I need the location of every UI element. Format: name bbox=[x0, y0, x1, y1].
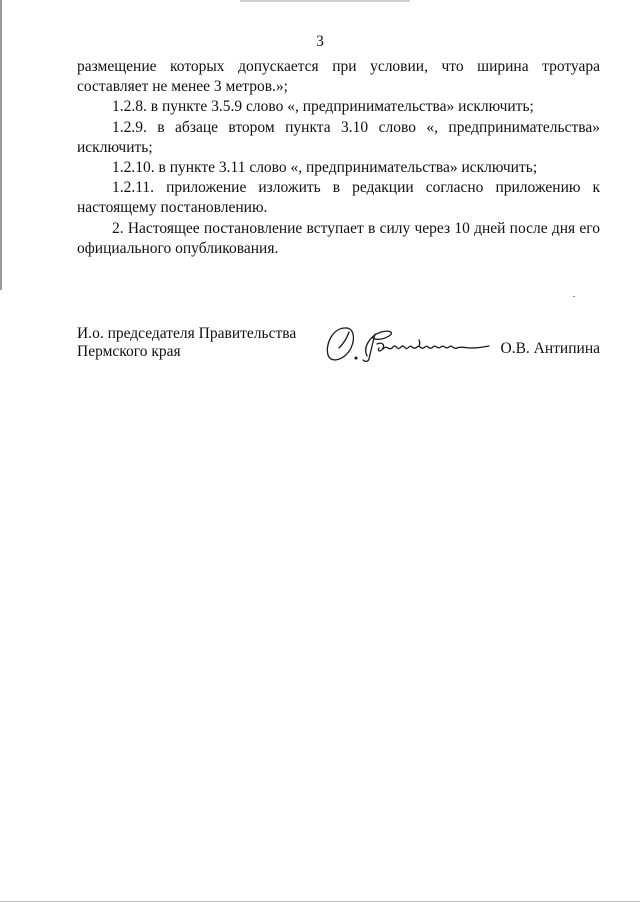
scan-speck bbox=[573, 296, 575, 297]
signatory-position bbox=[77, 325, 296, 361]
page-number: 3 bbox=[316, 33, 324, 50]
paragraph-item-1-2-8: 1.2.8. в пункте 3.5.9 слово «, предпринимательства» исключить; bbox=[112, 98, 534, 116]
document-body bbox=[77, 57, 600, 259]
signatory-position-line-2: Пермского края bbox=[77, 343, 181, 360]
paragraph-item-1-2-9: 1.2.9. в абзаце втором пункта 3.10 слово «, предпринимательства» исключить; bbox=[77, 118, 600, 156]
signature-block bbox=[77, 325, 600, 385]
paragraph-item-1-2-10: 1.2.10. в пункте 3.11 слово «, предпринимательства» исключить; bbox=[112, 159, 538, 177]
scan-bottom-edge bbox=[0, 901, 640, 902]
signatory-position-line-1: И.о. председателя Правительства bbox=[77, 325, 297, 342]
paragraph-item-1-2-11: 1.2.11. приложение изложить в редакции согласно приложению к настоящему постановлению. bbox=[77, 179, 600, 217]
handwritten-signature bbox=[323, 322, 493, 366]
signatory-name: О.В. Антипина bbox=[500, 340, 600, 357]
paragraph-item-2: 2. Настоящее постановление вступает в силу через 10 дней после дня его официального опубликования. bbox=[77, 219, 600, 257]
scan-top-edge bbox=[240, 0, 410, 2]
paragraph-continuation: размещение которых допускается при условии, что ширина тротуара составляет не менее 3 метров.»; bbox=[77, 58, 600, 96]
